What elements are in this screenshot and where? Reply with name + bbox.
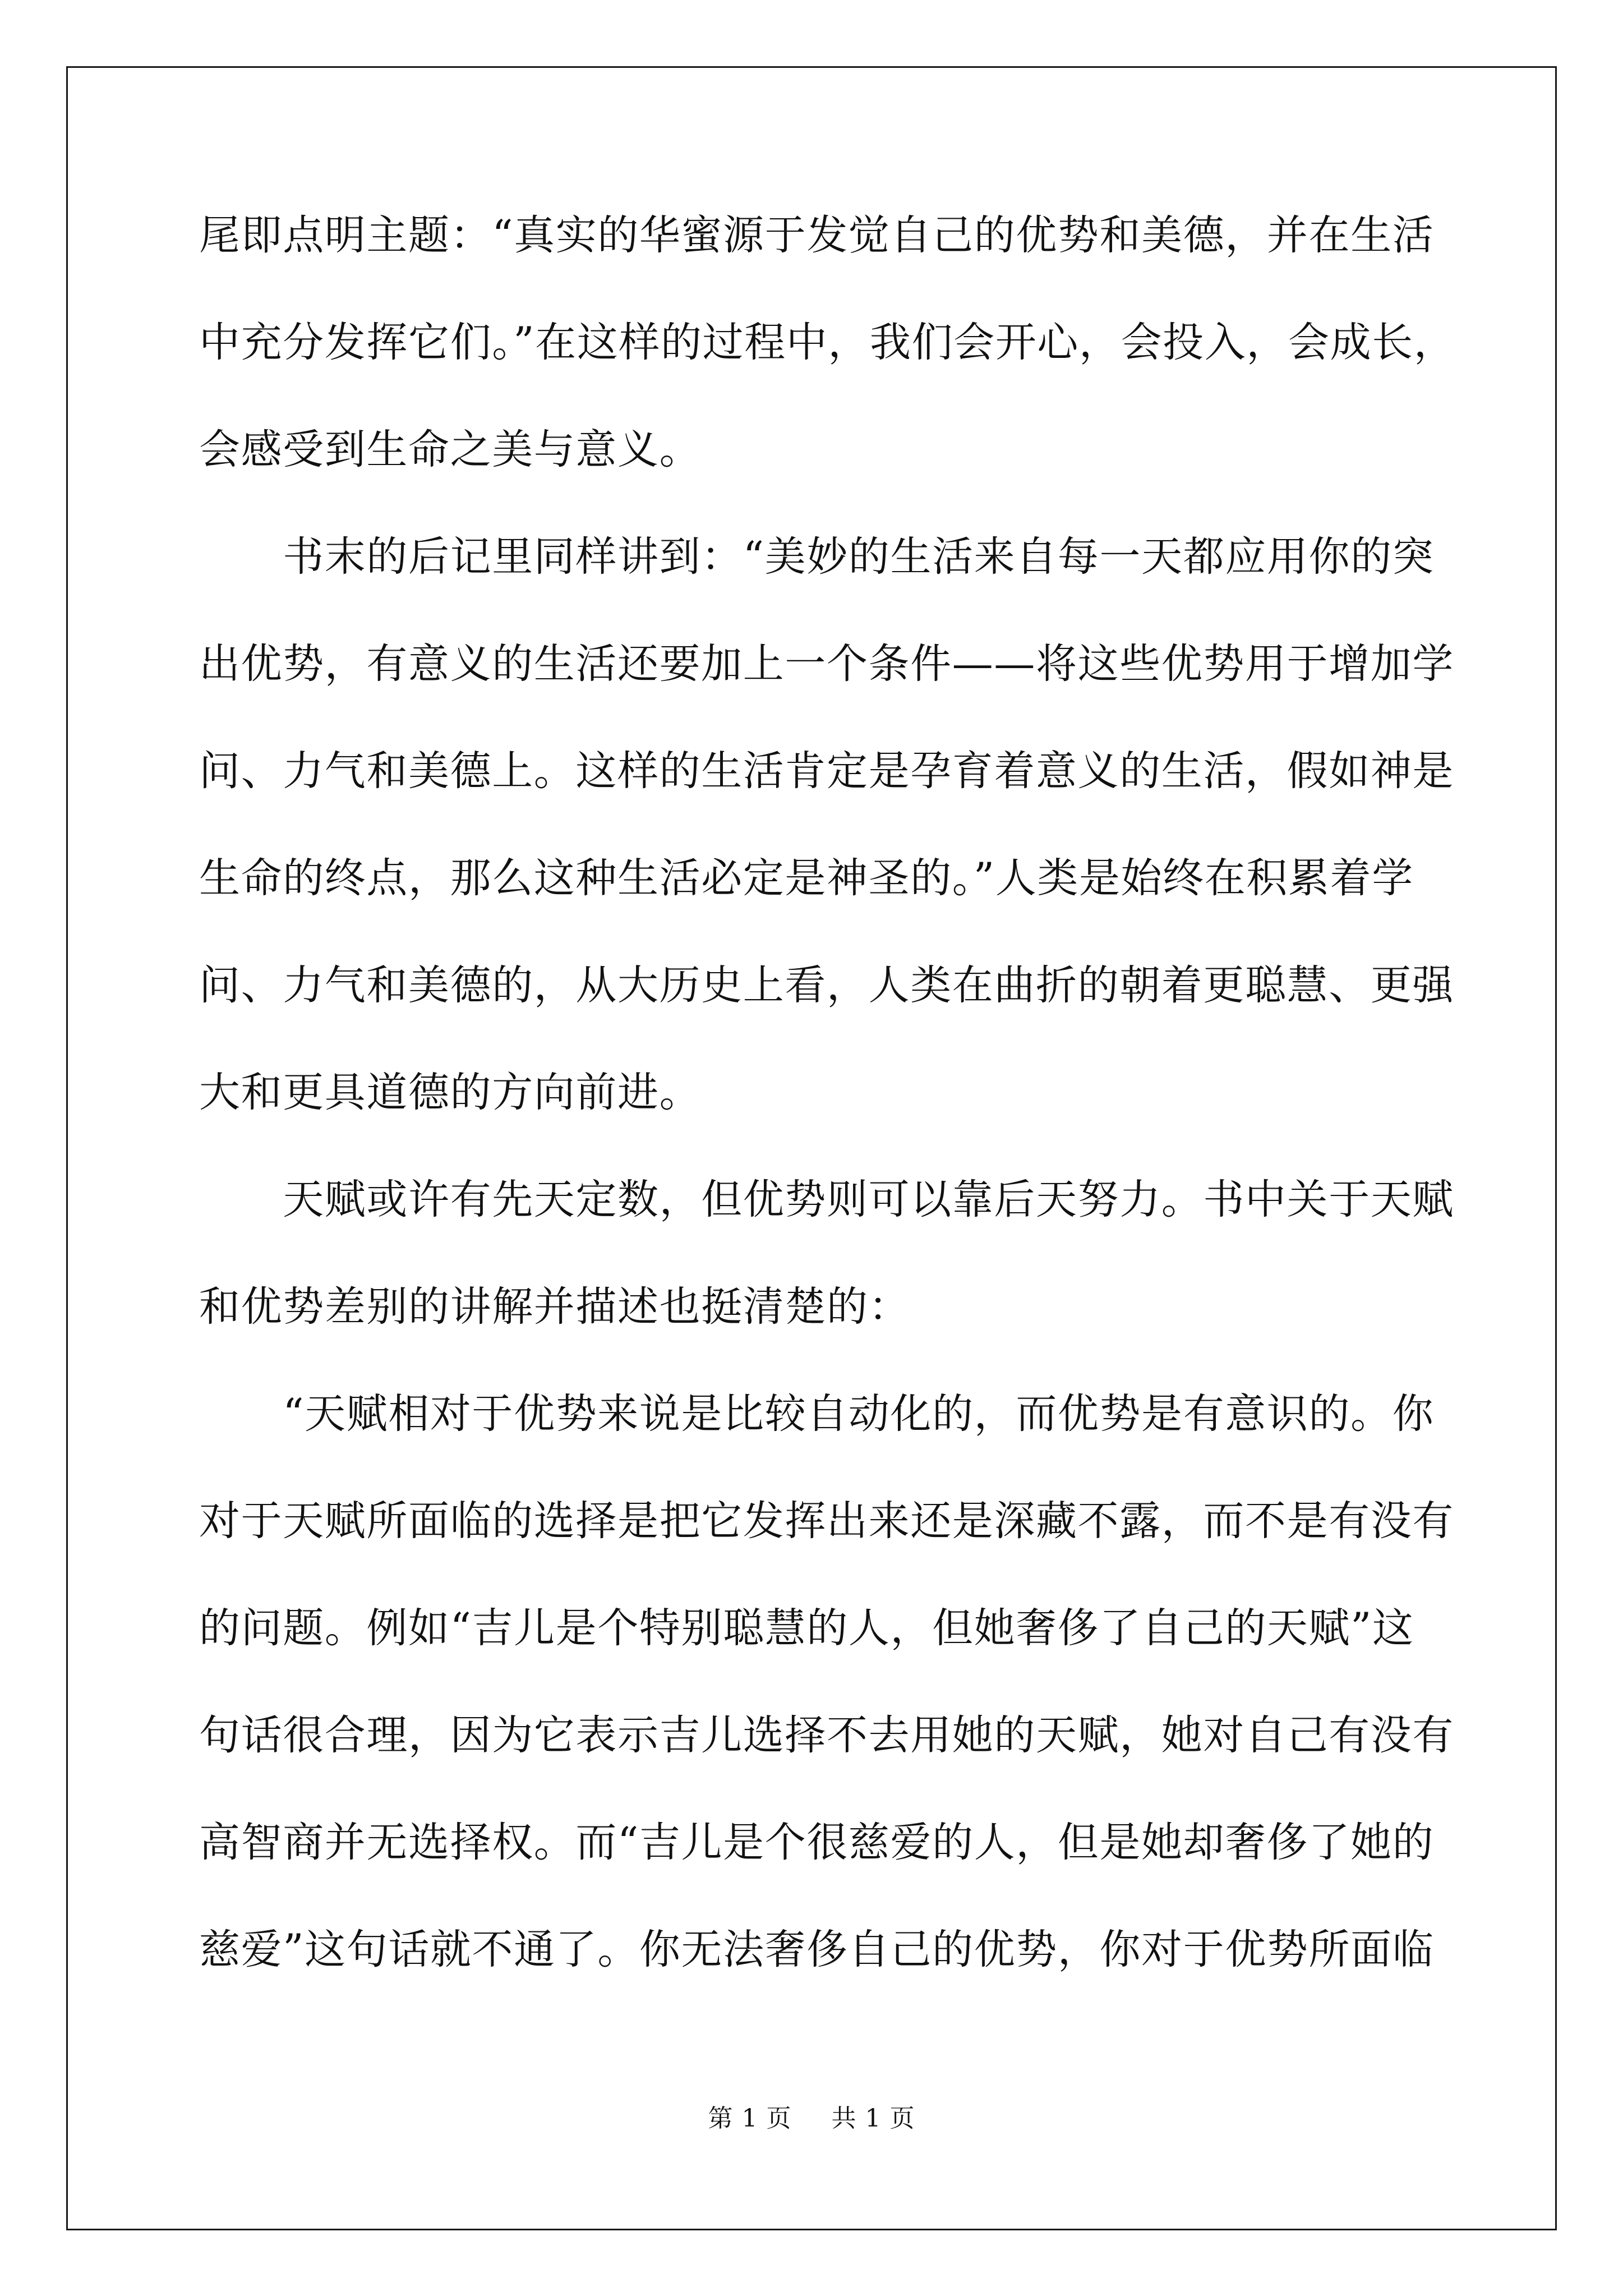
text-line: 高智商并无选择权。而“吉儿是个很慈爱的人，但是她却奢侈了她的: [199, 1819, 1435, 1866]
text-line: 大和更具道德的方向前进。: [199, 1069, 702, 1116]
text-line: “天赋相对于优势来说是比较自动化的，而优势是有意识的。你: [199, 1390, 1435, 1438]
text-line: 对于天赋所面临的选择是把它发挥出来还是深藏不露，而不是有没有: [199, 1497, 1454, 1545]
text-line: 书末的后记里同样讲到：“美妙的生活来自每一天都应用你的突: [199, 533, 1435, 581]
page-footer: [0, 2098, 1623, 2134]
text-line: 出优势，有意义的生活还要加上一个条件——将这些优势用于增加学: [199, 640, 1454, 688]
text-line: 会感受到生命之美与意义。: [199, 426, 702, 473]
page-number: 第 1 页: [708, 2104, 792, 2133]
text-line: 的问题。例如“吉儿是个特别聪慧的人，但她奢侈了自己的天赋”这: [199, 1604, 1414, 1652]
text-line: 中充分发挥它们。”在这样的过程中，我们会开心，会投入，会成长，: [199, 319, 1456, 366]
text-line: 句话很合理，因为它表示吉儿选择不去用她的天赋，她对自己有没有: [199, 1711, 1454, 1759]
text-line: 生命的终点，那么这种生活必定是神圣的。”人类是始终在积累着学: [199, 854, 1414, 902]
document-body: [199, 208, 1456, 2029]
text-line: 问、力气和美德上。这样的生活肯定是孕育着意义的生活，假如神是: [199, 747, 1454, 795]
text-line: 天赋或许有先天定数，但优势则可以靠后天努力。书中关于天赋: [199, 1176, 1454, 1223]
text-line: 慈爱”这句话就不通了。你无法奢侈自己的优势，你对于优势所面临: [199, 1926, 1435, 1973]
text-line: 和优势差别的讲解并描述也挺清楚的：: [199, 1283, 911, 1331]
text-line: 问、力气和美德的，从大历史上看，人类在曲折的朝着更聪慧、更强: [199, 961, 1454, 1009]
page-total: 共 1 页: [831, 2104, 915, 2133]
text-line: 尾即点明主题：“真实的华蜜源于发觉自己的优势和美德，并在生活: [199, 211, 1435, 259]
